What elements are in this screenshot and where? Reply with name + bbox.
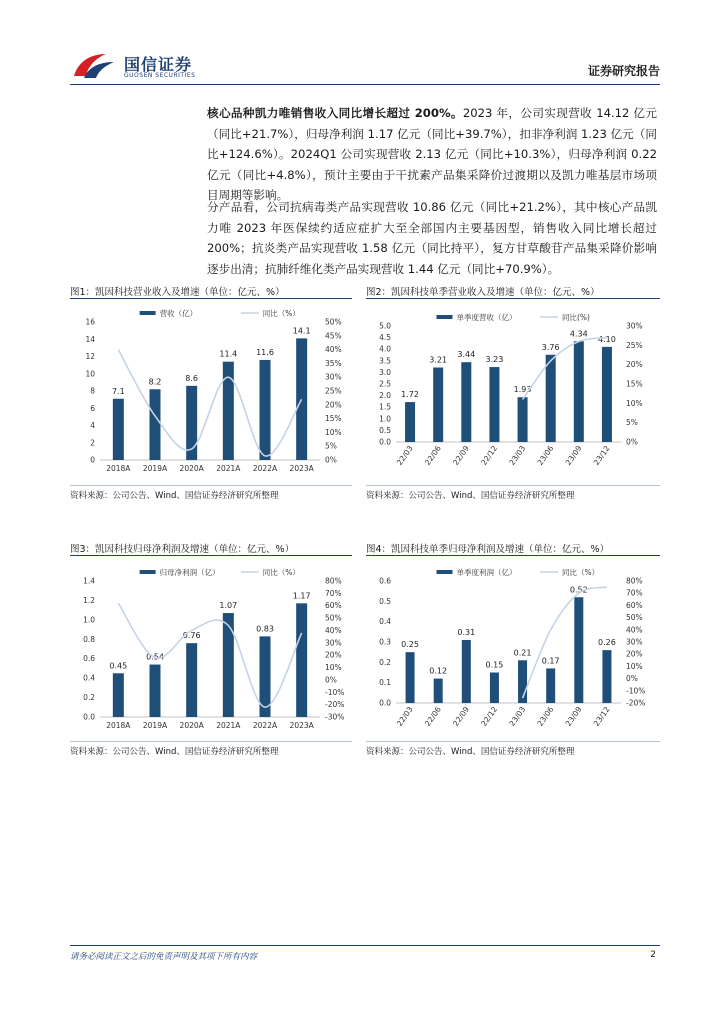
data-label: 0.76: [182, 631, 201, 641]
y2-tick-label: 30%: [325, 638, 342, 648]
chart-bar: [546, 668, 555, 703]
y-tick-label: 0.2: [83, 693, 95, 703]
header-divider: [70, 84, 660, 85]
y-tick-label: 1.0: [379, 414, 391, 424]
y-tick-label: 14: [85, 334, 95, 344]
data-label: 11.6: [256, 347, 274, 357]
growth-line: [523, 338, 607, 400]
y2-tick-label: 35%: [325, 358, 342, 368]
x-tick-label: 22/12: [479, 443, 500, 467]
y-tick-label: 0: [90, 455, 95, 465]
figure-2-title: 图2：凯因科技单季营业收入及增速（单位：亿元、%）: [366, 287, 600, 298]
y2-tick-label: -20%: [325, 700, 345, 710]
x-tick-label: 23/12: [591, 704, 612, 728]
chart-bar: [602, 347, 612, 442]
y2-tick-label: 20%: [626, 360, 643, 370]
y-tick-label: 0.6: [83, 654, 95, 664]
chart-bar: [113, 399, 124, 460]
chart-bar: [296, 338, 307, 460]
y2-tick-label: -20%: [626, 698, 646, 708]
x-tick-label: 2018A: [106, 464, 131, 473]
legend-bar-label: 单季度利润（亿）: [456, 568, 517, 577]
y2-tick-label: 40%: [325, 625, 342, 635]
x-tick-label: 23/09: [563, 704, 584, 728]
y-tick-label: 2: [90, 438, 95, 448]
x-tick-label: 23/06: [535, 443, 556, 467]
x-tick-label: 22/09: [451, 443, 471, 467]
y2-tick-label: -10%: [626, 686, 646, 696]
data-label: 0.21: [513, 648, 532, 658]
y-tick-label: 1.4: [83, 576, 95, 586]
y-tick-label: 3.5: [379, 356, 391, 366]
y2-tick-label: 15%: [626, 379, 643, 389]
y2-tick-label: 60%: [626, 600, 643, 610]
footer-divider: [70, 945, 660, 946]
legend-bar-label: 营收（亿）: [159, 309, 198, 318]
figure-2-chart: [366, 302, 660, 482]
chart-bar: [223, 613, 234, 717]
chart-bar: [186, 643, 197, 717]
x-tick-label: 23/09: [563, 443, 584, 467]
data-label: 0.26: [598, 638, 616, 648]
y2-tick-label: 10%: [626, 661, 643, 671]
data-label: 1.07: [219, 601, 238, 611]
chart-bar: [490, 673, 499, 704]
x-tick-label: 22/12: [479, 704, 500, 728]
y-tick-label: 0.3: [379, 637, 391, 647]
chart-bar: [433, 368, 443, 442]
y2-tick-label: 0%: [325, 455, 337, 465]
data-label: 1.93: [513, 385, 532, 395]
figure-4-title: 图4：凯因科技单季归母净利润及增速（单位：亿元、%）: [366, 544, 610, 555]
y-tick-label: 0.6: [379, 576, 391, 586]
y2-tick-label: 25%: [626, 340, 643, 350]
data-label: 4.10: [598, 334, 616, 344]
chart-bar: [546, 355, 556, 442]
legend-line-label: 同比（%）: [262, 309, 300, 318]
data-label: 0.54: [146, 652, 164, 662]
chart-bar: [518, 397, 528, 442]
legend-bar-label: 单季度营收（亿）: [456, 313, 517, 322]
y2-tick-label: 60%: [325, 601, 342, 611]
x-tick-label: 2022A: [252, 464, 278, 473]
chart-bar: [406, 652, 415, 703]
y2-tick-label: 40%: [325, 345, 342, 355]
y-tick-label: 0.5: [379, 596, 391, 606]
data-label: 1.17: [292, 591, 311, 601]
x-tick-label: 2021A: [216, 464, 241, 473]
figure-3-source: 资料来源：公司公告、Wind、国信证券经济研究所整理: [70, 747, 279, 757]
figure-3-title: 图3：凯因科技归母净利润及增速（单位：亿元、%）: [70, 544, 295, 555]
y2-tick-label: -30%: [325, 712, 345, 722]
y2-tick-label: 80%: [325, 576, 342, 586]
data-label: 1.72: [401, 390, 419, 400]
data-label: 0.15: [485, 660, 504, 670]
y2-tick-label: 10%: [325, 427, 342, 437]
x-tick-label: 2023A: [289, 464, 314, 473]
report-type-label: 证券研究报告: [587, 64, 660, 78]
paragraph-products: [207, 197, 657, 279]
y-tick-label: 4.0: [379, 344, 391, 354]
y2-tick-label: 0%: [325, 675, 337, 685]
figure-4-bottom-rule: [366, 741, 660, 742]
data-label: 3.44: [457, 350, 476, 360]
figure-3-bottom-rule: [70, 741, 352, 742]
x-tick-label: 2018A: [106, 721, 131, 730]
page-header: [70, 50, 660, 84]
y2-tick-label: 30%: [626, 637, 643, 647]
y-tick-label: 16: [85, 317, 95, 327]
paragraph-text: 分产品看，公司抗病毒类产品实现营收 10.86 亿元（同比+21.2%），其中核心产品凯力唯 2023 年医保续约适应症扩大至全部国内主要基因型，销售收入同比增长超过 200%；抗炎类产品实现营收 1.58 亿元（同比持平），复方甘草酸苷产品集采降价影响逐步出清；抗肺纤维化类产品实现营收 1.44 亿元（同比+70.9%）。: [207, 200, 657, 276]
x-tick-label: 23/03: [507, 704, 528, 728]
x-tick-label: 22/09: [451, 704, 471, 728]
figure-1-source: 资料来源：公司公告、Wind、国信证券经济研究所整理: [70, 491, 279, 501]
y2-tick-label: 20%: [325, 400, 342, 410]
data-label: 0.52: [569, 585, 588, 595]
figure-2-source: 资料来源：公司公告、Wind、国信证券经济研究所整理: [366, 491, 575, 501]
legend-bar-swatch: [140, 311, 156, 315]
chart-bar: [574, 597, 583, 703]
y-tick-label: 2.5: [379, 379, 391, 389]
y-tick-label: 0.2: [379, 657, 391, 667]
chart-bar: [602, 650, 611, 703]
legend-bar-swatch: [140, 570, 156, 574]
data-label: 0.12: [429, 666, 448, 676]
chart-bar: [462, 640, 471, 703]
figure-2-top-rule: [366, 298, 660, 299]
x-tick-label: 2022A: [252, 721, 278, 730]
y2-tick-label: 50%: [626, 613, 643, 623]
y-tick-label: 0.4: [83, 673, 95, 683]
y2-tick-label: 70%: [626, 588, 643, 598]
figure-4-chart: [366, 559, 660, 739]
chart-bar: [150, 389, 161, 460]
legend-bar-swatch: [437, 570, 453, 574]
y-tick-label: 10: [85, 369, 95, 379]
logo-text-en: GUOSEN SECURITIES: [124, 72, 196, 79]
data-label: 0.31: [457, 627, 476, 637]
data-label: 0.83: [256, 624, 274, 634]
y2-tick-label: 40%: [626, 625, 643, 635]
x-tick-label: 22/03: [394, 443, 415, 467]
chart-bar: [434, 679, 443, 703]
guosen-logo-icon: [70, 50, 118, 82]
data-label: 0.17: [541, 656, 560, 666]
logo-text-cn: 国信证券: [124, 55, 193, 74]
paragraph-text: 2023 年，公司实现营收 14.12 亿元（同比+21.7%），归母净利润 1.17 亿元（同比+39.7%），扣非净利润 1.23 亿元（同比+124.6%）。2024Q1 公司实现营收 2.13 亿元（同比+10.3%），归母净利润 0.22 亿元（同比+4.8%），预计主要由于干扰素产品集采降价过渡期以及凯力唯基层市场项目周期等影响。: [207, 106, 657, 202]
y-tick-label: 0.5: [379, 425, 391, 435]
y-tick-label: 0.0: [379, 698, 391, 708]
y2-tick-label: 50%: [325, 317, 342, 327]
data-label: 4.34: [569, 329, 588, 339]
data-label: 14.1: [292, 326, 311, 336]
data-label: 3.21: [429, 355, 448, 365]
x-tick-label: 2019A: [142, 721, 168, 730]
figure-1-chart: [70, 302, 352, 482]
chart-bar: [150, 665, 161, 717]
chart-bar: [113, 673, 124, 717]
legend-bar-swatch: [437, 315, 453, 319]
y2-tick-label: 50%: [325, 613, 342, 623]
y-tick-label: 1.0: [83, 615, 95, 625]
x-tick-label: 2021A: [216, 721, 241, 730]
chart-bar: [489, 367, 499, 442]
y-tick-label: 0.0: [379, 437, 391, 447]
y2-tick-label: -10%: [325, 687, 345, 697]
figure-3-top-rule: [70, 555, 352, 556]
chart-bar: [260, 360, 271, 460]
y2-tick-label: 30%: [325, 372, 342, 382]
data-label: 8.2: [148, 377, 162, 387]
growth-line: [118, 347, 301, 456]
data-label: 0.25: [401, 640, 419, 650]
y2-tick-label: 30%: [626, 321, 643, 331]
x-tick-label: 2023A: [289, 721, 314, 730]
x-tick-label: 22/06: [423, 704, 443, 728]
page-number: 2: [650, 950, 656, 960]
y-tick-label: 12: [85, 352, 95, 361]
y2-tick-label: 20%: [626, 649, 643, 659]
data-label: 3.23: [485, 355, 504, 365]
chart-bar: [405, 402, 415, 442]
y2-tick-label: 70%: [325, 588, 342, 598]
y-tick-label: 8: [90, 386, 95, 396]
y-tick-label: 5.0: [379, 321, 391, 331]
figure-4-top-rule: [366, 555, 660, 556]
legend-bar-label: 归母净利润（亿）: [159, 568, 220, 577]
data-label: 11.4: [219, 349, 238, 359]
data-label: 3.76: [541, 342, 560, 352]
data-label: 8.6: [185, 373, 199, 383]
y-tick-label: 4.5: [379, 333, 391, 343]
chart-bar: [296, 603, 307, 717]
y-tick-label: 0.4: [379, 617, 391, 627]
figure-2-bottom-rule: [366, 485, 660, 486]
x-tick-label: 23/03: [507, 443, 528, 467]
legend-line-label: 同比（%）: [262, 568, 300, 577]
x-tick-label: 2020A: [179, 721, 204, 730]
y-tick-label: 0.1: [379, 678, 391, 688]
y2-tick-label: 5%: [325, 441, 337, 451]
y2-tick-label: 25%: [325, 386, 342, 396]
y2-tick-label: 80%: [626, 576, 643, 586]
y2-tick-label: 0%: [626, 437, 638, 447]
y2-tick-label: 20%: [325, 650, 342, 660]
y2-tick-label: 45%: [325, 331, 342, 341]
x-tick-label: 22/03: [394, 704, 415, 728]
y-tick-label: 2.0: [379, 391, 391, 401]
paragraph-highlight: 核心品种凯力唯销售收入同比增长超过 200%。: [207, 106, 463, 120]
y2-tick-label: 0%: [626, 674, 638, 684]
data-label: 0.45: [109, 661, 128, 671]
x-tick-label: 23/12: [591, 443, 612, 467]
figure-1-top-rule: [70, 298, 352, 299]
x-tick-label: 22/06: [423, 443, 443, 467]
y2-tick-label: 5%: [626, 418, 638, 428]
x-tick-label: 23/06: [535, 704, 556, 728]
y-tick-label: 4: [90, 421, 95, 430]
chart-bar: [461, 362, 471, 442]
chart-bar: [574, 341, 584, 442]
y2-tick-label: 10%: [626, 398, 643, 408]
figure-1-title: 图1：凯因科技营业收入及增速（单位：亿元、%）: [70, 287, 285, 298]
figure-1-bottom-rule: [70, 485, 352, 486]
y-tick-label: 0.0: [83, 712, 95, 722]
figure-3-chart: [70, 559, 352, 739]
y-tick-label: 3.0: [379, 367, 391, 377]
y-tick-label: 1.2: [83, 595, 95, 605]
legend-line-label: 同比(%): [562, 313, 590, 322]
footer-disclaimer: 请务必阅读正文之后的免责声明及其项下所有内容: [70, 952, 258, 962]
y2-tick-label: 15%: [325, 414, 342, 424]
legend-line-label: 同比（%）: [562, 568, 600, 577]
figure-4-source: 资料来源：公司公告、Wind、国信证券经济研究所整理: [366, 747, 575, 757]
growth-line: [523, 587, 607, 698]
y-tick-label: 6: [90, 403, 95, 413]
data-label: 7.1: [111, 386, 125, 396]
x-tick-label: 2020A: [179, 464, 204, 473]
x-tick-label: 2019A: [142, 464, 168, 473]
y-tick-label: 0.8: [83, 634, 95, 644]
y-tick-label: 1.5: [379, 402, 391, 412]
y2-tick-label: 10%: [325, 663, 342, 673]
paragraph-performance: [207, 103, 657, 206]
